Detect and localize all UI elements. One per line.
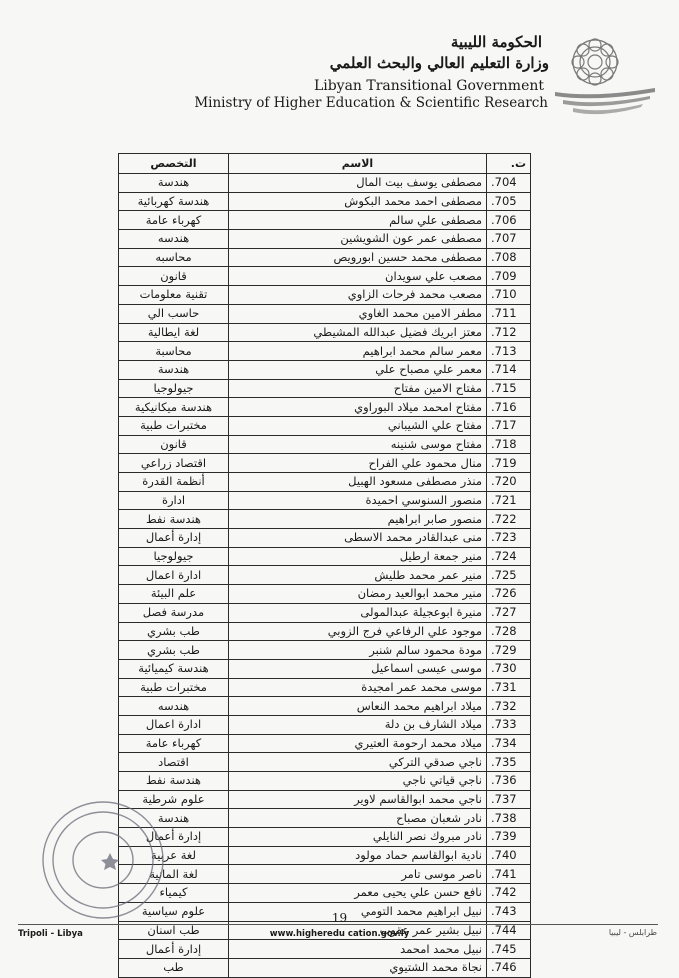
row-number: .731 — [487, 678, 531, 697]
row-name: ناجي قياتي ناجي — [229, 772, 487, 791]
row-name: مفتاح موسى شنينه — [229, 435, 487, 454]
row-number: .738 — [487, 809, 531, 828]
row-name: نبيل محمد امحمد — [229, 940, 487, 959]
row-number: .722 — [487, 510, 531, 529]
table-row — [119, 828, 531, 847]
footer-divider — [18, 924, 658, 925]
row-number: .723 — [487, 529, 531, 548]
row-number: .718 — [487, 435, 531, 454]
row-specialization: قانون — [119, 435, 229, 454]
row-name: معتز ابريك فضيل عبدالله المشيطي — [229, 323, 487, 342]
row-specialization: هندسة كيميائية — [119, 659, 229, 678]
row-name: ناجي صدقي التركي — [229, 753, 487, 772]
row-specialization: هندسه — [119, 230, 229, 249]
row-number: .705 — [487, 192, 531, 211]
row-name: مفتاح الامين مفتاح — [229, 379, 487, 398]
row-specialization: طب بشري — [119, 641, 229, 660]
row-specialization: علم البيئة — [119, 585, 229, 604]
row-specialization: إدارة أعمال — [119, 529, 229, 548]
row-specialization: طب — [119, 958, 229, 977]
row-specialization: طب بشري — [119, 622, 229, 641]
table-header-row — [119, 154, 531, 174]
row-name: موسى عيسى اسماعيل — [229, 659, 487, 678]
row-specialization: تقنية معلومات — [119, 286, 229, 305]
row-name: مصعب محمد فرحات الزاوي — [229, 286, 487, 305]
table-row — [119, 454, 531, 473]
row-name: معمر سالم محمد ابراهيم — [229, 342, 487, 361]
table-row — [119, 753, 531, 772]
row-specialization: هندسة ميكانيكية — [119, 398, 229, 417]
table-row — [119, 304, 531, 323]
table-row — [119, 398, 531, 417]
table-row — [119, 267, 531, 286]
table-row — [119, 603, 531, 622]
table-row — [119, 435, 531, 454]
table-row — [119, 884, 531, 903]
table-row — [119, 342, 531, 361]
row-number: .710 — [487, 286, 531, 305]
row-specialization: محاسبة — [119, 342, 229, 361]
row-specialization: جيولوجيا — [119, 379, 229, 398]
row-number: .727 — [487, 603, 531, 622]
row-name: نافع حسن علي يحيى معمر — [229, 884, 487, 903]
table-row — [119, 585, 531, 604]
row-name: منير جمعة ارطيل — [229, 547, 487, 566]
row-specialization: كهرباء عامة — [119, 211, 229, 230]
table-row — [119, 809, 531, 828]
row-number: .712 — [487, 323, 531, 342]
row-name: ناجي محمد ابوالقاسم لاوير — [229, 790, 487, 809]
letterhead — [0, 28, 679, 118]
row-name: نبيل ابراهيم محمد التومي — [229, 902, 487, 921]
table-row — [119, 211, 531, 230]
row-name: ميلاد ابراهيم محمد النعاس — [229, 697, 487, 716]
row-specialization: كيمياء — [119, 884, 229, 903]
table-row — [119, 734, 531, 753]
row-specialization: مختبرات طبية — [119, 678, 229, 697]
row-number: .706 — [487, 211, 531, 230]
row-number: .735 — [487, 753, 531, 772]
row-specialization: اقتصاد — [119, 753, 229, 772]
row-specialization: مختبرات طبية — [119, 416, 229, 435]
row-number: .734 — [487, 734, 531, 753]
table-row — [119, 622, 531, 641]
table-row — [119, 697, 531, 716]
row-specialization: هندسه — [119, 697, 229, 716]
table-row — [119, 192, 531, 211]
header-ar-government: الحكومة الليبية — [450, 33, 542, 51]
row-specialization: كهرباء عامة — [119, 734, 229, 753]
row-specialization: محاسبه — [119, 248, 229, 267]
table-row — [119, 659, 531, 678]
row-number: .719 — [487, 454, 531, 473]
row-name: ميلاد محمد ارحومة العتيري — [229, 734, 487, 753]
table-row — [119, 529, 531, 548]
table-row — [119, 379, 531, 398]
row-number: .704 — [487, 174, 531, 193]
row-number: .714 — [487, 360, 531, 379]
row-name: نجاة محمد الشتيوي — [229, 958, 487, 977]
row-name: منى عبدالقادر محمد الاسطى — [229, 529, 487, 548]
row-number: .733 — [487, 715, 531, 734]
row-name: منصور صابر ابراهيم — [229, 510, 487, 529]
row-specialization: هندسة — [119, 360, 229, 379]
table-row — [119, 248, 531, 267]
footer-location-ar: طرابلس - ليبيا — [608, 928, 657, 937]
row-name: مودة محمود سالم شنبر — [229, 641, 487, 660]
row-name: ناصر موسى تامر — [229, 865, 487, 884]
header-number: ت. — [487, 154, 531, 174]
table-row — [119, 360, 531, 379]
names-table — [118, 153, 531, 978]
table-row — [119, 230, 531, 249]
row-number: .707 — [487, 230, 531, 249]
row-number: .708 — [487, 248, 531, 267]
row-number: .730 — [487, 659, 531, 678]
row-specialization: ادارة اعمال — [119, 566, 229, 585]
row-name: مصعب علي سويدان — [229, 267, 487, 286]
row-specialization: إدارة أعمال — [119, 940, 229, 959]
row-specialization: هندسة — [119, 809, 229, 828]
row-name: منير محمد ابوالعيد رمضان — [229, 585, 487, 604]
row-number: .724 — [487, 547, 531, 566]
footer-location-en: Tripoli - Libya — [18, 929, 83, 939]
table-row — [119, 940, 531, 959]
row-name: مطفر الامين محمد الغاوي — [229, 304, 487, 323]
table-row — [119, 323, 531, 342]
row-name: معمر علي مصباح علي — [229, 360, 487, 379]
row-name: ميلاد الشارف بن دلة — [229, 715, 487, 734]
table-row — [119, 174, 531, 193]
row-number: .740 — [487, 846, 531, 865]
row-name: نبيل بشير عمر عقوب — [229, 921, 487, 940]
row-name: مفتاح امحمد ميلاد البوراوي — [229, 398, 487, 417]
row-name: مصطفى عمر عون الشويشين — [229, 230, 487, 249]
table-row — [119, 491, 531, 510]
row-specialization: هندسة نفط — [119, 510, 229, 529]
row-specialization: ادارة اعمال — [119, 715, 229, 734]
row-number: .709 — [487, 267, 531, 286]
official-stamp — [38, 795, 168, 925]
row-number: .716 — [487, 398, 531, 417]
row-name: مصطفى يوسف بيت المال — [229, 174, 487, 193]
row-number: .711 — [487, 304, 531, 323]
row-number: .732 — [487, 697, 531, 716]
table-row — [119, 846, 531, 865]
row-specialization: مدرسة فصل — [119, 603, 229, 622]
row-specialization: هندسة نفط — [119, 772, 229, 791]
row-name: نادر مبروك نصر النايلي — [229, 828, 487, 847]
table-row — [119, 286, 531, 305]
row-specialization: علوم شرطية — [119, 790, 229, 809]
table-row — [119, 958, 531, 977]
header-specialization: التخصص — [119, 154, 229, 174]
table-body — [119, 174, 531, 978]
table-row — [119, 715, 531, 734]
row-number: .739 — [487, 828, 531, 847]
table-row — [119, 416, 531, 435]
row-number: .737 — [487, 790, 531, 809]
row-specialization: جيولوجيا — [119, 547, 229, 566]
header-en-government: Libyan Transitional Government — [313, 78, 544, 94]
row-number: .745 — [487, 940, 531, 959]
row-specialization: لغة عربية — [119, 846, 229, 865]
row-number: .743 — [487, 902, 531, 921]
row-name: مصطفى محمد حسين ابورويص — [229, 248, 487, 267]
table-row — [119, 865, 531, 884]
row-name: منذر مصطفى مسعود الهبيل — [229, 473, 487, 492]
row-name: نادر شعبان مصباح — [229, 809, 487, 828]
row-specialization: هندسة كهربائية — [119, 192, 229, 211]
row-number: .721 — [487, 491, 531, 510]
row-number: .715 — [487, 379, 531, 398]
row-specialization: هندسة — [119, 174, 229, 193]
row-number: .713 — [487, 342, 531, 361]
header-ar-ministry: وزارة التعليم العالي والبحث العلمي — [329, 54, 549, 72]
row-specialization: لغة ايطالية — [119, 323, 229, 342]
page-number: 19 — [331, 911, 348, 925]
table-row — [119, 772, 531, 791]
row-name: منير عمر محمد طليش — [229, 566, 487, 585]
footer-website: www.higheredu cation.gov.ly — [269, 929, 410, 939]
row-name: منصور السنوسي احميدة — [229, 491, 487, 510]
row-specialization: إدارة أعمال — [119, 828, 229, 847]
row-specialization: قانون — [119, 267, 229, 286]
row-specialization: لغة المانية — [119, 865, 229, 884]
table-row — [119, 547, 531, 566]
row-name: منيرة ابوعجيلة عبدالمولى — [229, 603, 487, 622]
row-name: مصطفى احمد محمد البكوش — [229, 192, 487, 211]
row-specialization: طب اسنان — [119, 921, 229, 940]
table-row — [119, 566, 531, 585]
row-number: .741 — [487, 865, 531, 884]
row-number: .725 — [487, 566, 531, 585]
row-number: .728 — [487, 622, 531, 641]
row-specialization: علوم سياسية — [119, 902, 229, 921]
row-specialization: أنظمة القدرة — [119, 473, 229, 492]
row-number: .746 — [487, 958, 531, 977]
row-number: .729 — [487, 641, 531, 660]
row-name: مفتاح علي الشيباني — [229, 416, 487, 435]
row-number: .744 — [487, 921, 531, 940]
row-specialization: حاسب الي — [119, 304, 229, 323]
row-name: نادية ابوالقاسم حماد مولود — [229, 846, 487, 865]
row-number: .742 — [487, 884, 531, 903]
row-name: منال محمود علي الفراح — [229, 454, 487, 473]
row-number: .720 — [487, 473, 531, 492]
row-name: موسى محمد عمر امجيدة — [229, 678, 487, 697]
header-en-ministry: Ministry of Higher Education & Scientific Research — [194, 95, 548, 111]
ministry-logo-icon — [555, 32, 665, 122]
row-number: .736 — [487, 772, 531, 791]
row-number: .726 — [487, 585, 531, 604]
table-row — [119, 641, 531, 660]
row-name: موجود علي الرفاعي فرج الزوبي — [229, 622, 487, 641]
table-row — [119, 678, 531, 697]
row-number: .717 — [487, 416, 531, 435]
row-name: مصطفى علي سالم — [229, 211, 487, 230]
row-specialization: اقتصاد زراعي — [119, 454, 229, 473]
row-specialization: ادارة — [119, 491, 229, 510]
table-row — [119, 790, 531, 809]
table-row — [119, 510, 531, 529]
table-row — [119, 473, 531, 492]
header-name: الاسم — [229, 154, 487, 174]
